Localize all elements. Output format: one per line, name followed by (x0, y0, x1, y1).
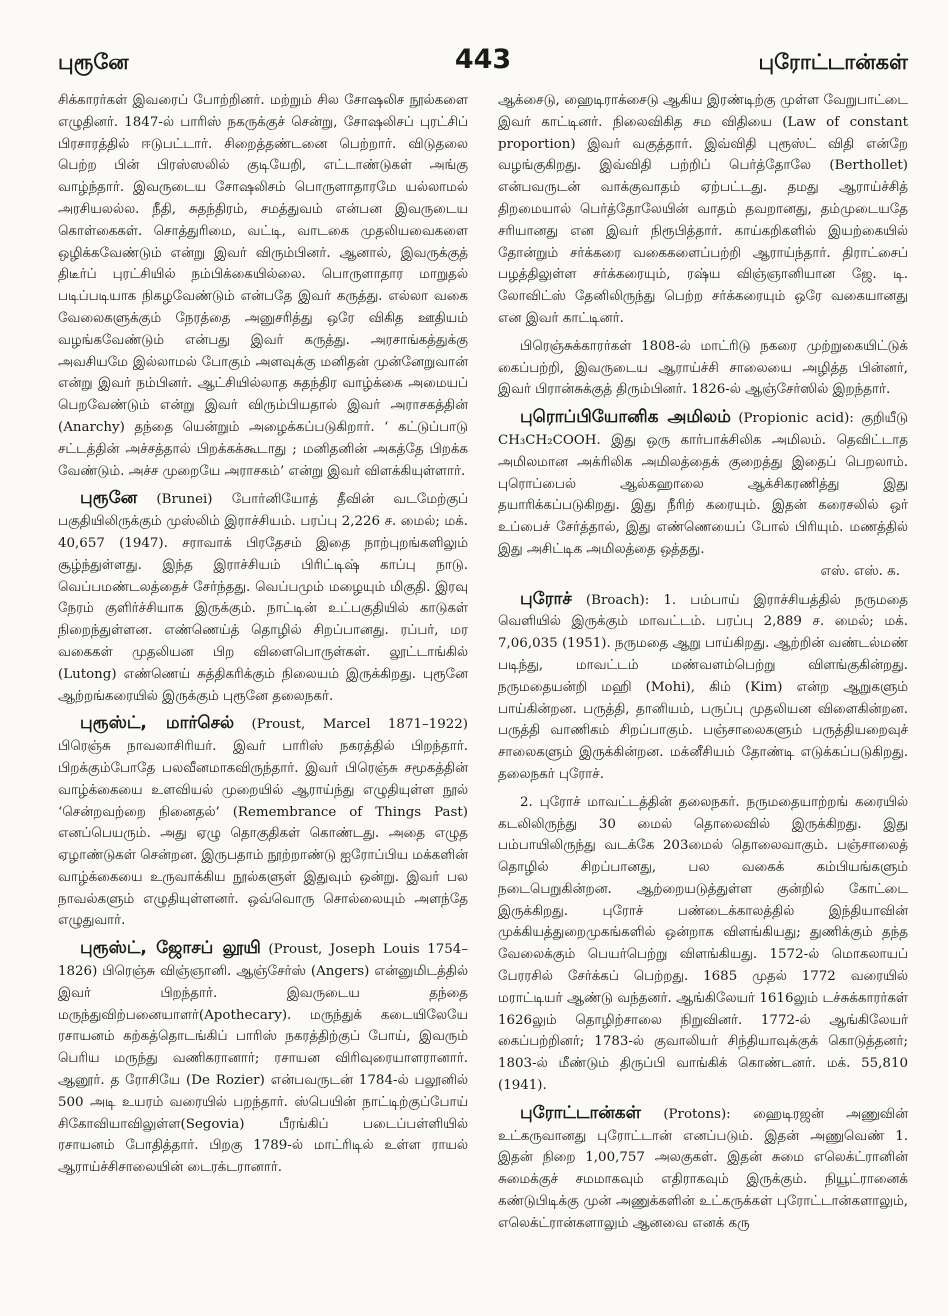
proust-later-life: பிரெஞ்சுக்காரர்கள் 1808-ல் மாட்ரிடு நகரை முற்றுகையிட்டுக் கைப்பற்றி, இவருடைய ஆராய்ச்சி சாலையை அழித்த பின்னர், இவர் பிரான்சுக்குத் திரும்பினர். 1826-ல் ஆஞ்சேர்ஸில் இறந்தார். (498, 338, 908, 398)
entry-broach (498, 589, 908, 786)
entry-protons (498, 1103, 908, 1235)
entry-proust-joseph-body: (Proust, Joseph Louis 1754–1826) பிரெஞ்சு விஞ்ஞானி. ஆஞ்சேர்ஸ் (Angers) என்னுமிடத்தில் இவர் பிறந்தார். இவருடைய தந்தை மருந்துவிற்பனையாளர்(Apothecary). மருந்துக் கடையிலேயே ரசாயனம் கற்கத்தொடங்கிப் பாரிஸ் நகரத்திற்குப் போய், இவரும் பெரிய மருந்து வணிகரானார்; ரசாயன விரிவுரையாளரானார். ஆனூர். த ரோசியே (De Rozier) என்பவருடன் 1784-ல் பலூனில் 500 அடி உயரம் வரையில் பறந்தார். ஸ்பெயின் நாட்டிற்குப்போய் சிகோவியாவிலுள்ள(Segovia) பீரங்கிப் படைப்பள்ளியில் ரசாயனம் போதித்தார். பிறகு 1789-ல் மாட்ரிடில் உள்ள ராயல் ஆராய்ச்சிசாலையின் டைரக்டரானார். (58, 942, 468, 1176)
author-signature: எஸ். எஸ். க. (820, 563, 900, 579)
page-header (58, 44, 908, 76)
entry-broach-city: 2. புரோச் மாவட்டத்தின் தலைநகர். நருமதையாற்றங் கரையில் கடலிலிருந்து 30 மைல் தொலைவில் இருக்கிறது. இது பம்பாயிலிருந்து வடக்கே 203மைல் தொலைவாகும். பஞ்சாலைத் தொழில் சிறப்பானது, பல வகைக் கம்பியங்களும் நடைபெறுகின்றன. ஆற்றையடுத்துள்ள குன்றில் கோட்டை இருக்கிறது. புரோச் பண்டைக்காலத்தில் இந்தியாவின் முக்கியத்துறைமுகங்களில் ஒன்றாக விளங்கியது; துணிக்கும் தந்த வேலைக்கும் பெயர்பெற்று விளங்கியது. 1572-ல் மொகலாயப் பேரரசில் சேர்க்கப் பெற்றது. 1685 முதல் 1772 வரையில் மராட்டியர் ஆண்டு வந்தனர். ஆங்கிலேயர் 1616லும் டச்சுக்காரர்கள் 1626லும் தொழிற்சாலை நிறுவினர். 1772-ல் ஆங்கிலேயர் கைப்பற்றினர்; 1783-ல் குவாலியர் சிந்தியாவுக்குக் கொடுத்தனர்; 1803-ல் மீண்டும் திருப்பி வாங்கிக் கொண்டனர். மக். 55,810 (1941). (498, 794, 908, 1094)
entry-protons-body: (Protons): ஹைடிரஜன் அணுவின் உட்கருவானது புரோட்டான் எனப்படும். இதன் அணுவெண் 1. இதன் நிறை 1,00,757 அலகுகள். இதன் சுமை எலெக்ட்ரானின் சுமைக்குச் சமமாகவும் எதிராகவும் இருக்கும். நியூட்ரானைக் கண்டுபிடிக்கு முன் அணுக்களின் உட்கருக்கள் புரோட்டான்களாலும், எலெக்ட்ரான்களாலும் ஆனவை எனக் கரு (498, 1106, 908, 1231)
right-running-head: புரோட்டான்கள் (758, 50, 908, 74)
entry-brunei-body: (Brunei) போர்னியோத் தீவின் வடமேற்குப் பகுதியிலிருக்கும் முஸ்லிம் இராச்சியம். பரப்பு 2,226 ச. மைல்; மக். 40,657 (1947). சராவாக் பிரதேசம் இதை நாற்புறங்களிலும் சூழ்ந்துள்ளது. இந்த இராச்சியம் பிரிட்டிஷ் காப்பு நாடு. வெப்பமண்டலத்தைச் சேர்ந்தது. வெப்பமும் மழையும் மிகுதி. இரவு நேரம் குளிர்ச்சியாக இருக்கும். நாட்டின் உட்பகுதியில் காடுகள் நிறைந்துள்ளன. எண்ணெய்த் தொழில் சிறப்பானது. ரப்பர், மர வகைகள் முதலியன பிற விளைபொருள்கள். லூட்டாங்கில் (Lutong) எண்ணெய் சுத்திகரிக்கும் நிலையம் இருக்கிறது. புரூனே ஆற்றங்கரையில் இருக்கும் புரூனே தலைநகர். (58, 492, 468, 704)
entry-broach-body: (Broach): 1. பம்பாய் இராச்சியத்தில் நருமதை வெளியில் இருக்கும் மாவட்டம். பரப்பு 2,889 ச. மைல்; மக். 7,06,035 (1951). நருமதை ஆறு பாய்கிறது. ஆற்றின் வண்டல்மண் படிந்து, மாவட்டம் மண்வளம்பெற்று விளங்குகின்றது. நருமதையன்றி மஹி (Mohi), கிம் (Kim) என்ற ஆறுகளும் பாய்கின்றன. பருத்தி, தானியம், பருப்பு முதலியன விளைகின்றன. பருத்தி வாணிகம் சிறப்பாகும். பஞ்சாலைகளும் பருத்தியறைவுச் சாலைகளும் இருக்கின்றன. மக்னீசியம் தோண்டி எடுக்கப்படுகிறது. தலைநகர் புரோச். (498, 592, 908, 782)
continued-paragraph-right: ஆக்சைடு, ஹைடிராக்சைடு ஆகிய இரண்டிற்கு முள்ள வேறுபாட்டை இவர் காட்டினர். நிலைவிகித சம விதியை (Law of constant proportion) இவர் வகுத்தார். இவ்விதி புரூஸ்ட் விதி என்றே வழங்குகிறது. இவ்விதி பற்றிப் பெர்த்தோலே (Berthollet) என்பவருடன் வாக்குவாதம் ஏற்பட்டது. தமது ஆராய்ச்சித் திறமையால் பெர்த்தோலேயின் வாதம் தவறானது, தம்முடையதே சரியானது என இவர் நிரூபித்தார். காய்கறிகளில் இயற்கையில் தோன்றும் சர்க்கரை வகைகளைப்பற்றி ஆராய்ந்தார். திராட்சைப் பழத்திலுள்ள சர்க்கரையும், ரஷ்ய விஞ்ஞானியான ஜே. டி. லோவிட்ஸ் தேனிலிருந்து பெற்ற சர்க்கரையும் ஒரே வகையானது என இவர் காட்டினர். (498, 93, 908, 326)
entry-propionic-acid-body: (Propionic acid): குறியீடு CH₃CH₂COOH. இது ஒரு கார்பாக்சிலிக அமிலம். தெவிட்டாத அமிலமான அக்ரிலிக அமிலத்தைக் குறைத்து இதைப் பெறலாம். புரொப்பைல் ஆல்கஹாலை ஆக்சிகரணித்து இது தயாரிக்கப்படுகிறது. இது நீரிற் கரையும். இதன் கரைசலில் ஒர் உப்பைச் சேர்த்தால், இது எண்ணெயைப் போல் பிரியும். மணத்தில் இது அசிட்டிக அமிலத்தை ஒத்தது. (498, 411, 908, 557)
headword-protons: புரோட்டான்கள் (520, 1102, 642, 1123)
text-columns (58, 90, 908, 1288)
entry-proust-joseph (58, 938, 468, 1179)
entry-proust-marcel (58, 713, 468, 932)
right-column (498, 90, 908, 1288)
page-number: 443 (454, 44, 512, 75)
headword-proust-marcel: புரூஸ்ட், மார்செல் (80, 713, 235, 734)
entry-brunei (58, 488, 468, 707)
headword-propionic-acid: புரொப்பியோனிக அமிலம் (520, 407, 731, 428)
continued-paragraph: சிக்காரர்கள் இவரைப் போற்றினர். மற்றும் சில சோஷலிச நூல்களை எழுதினர். 1847-ல் பாரிஸ் நகருக்குச் சென்று, சோஷலிசப் புரட்சிப் பிரசாரத்தில் ஈடுபட்டார். சிறைத்தண்டனை பெற்றார். விடுதலை பெற்ற பின் பிரஸ்ஸலில் குடியேறி, எட்டாண்டுகள் அங்கு வாழ்ந்தார். இவருடைய சோஷலிசம் பொருளாதாரமே யல்லாமல் அரசியலல்ல. நீதி, சுதந்திரம், சமத்துவம் என்பன இவருடைய கொள்கைகள். சொத்துரிமை, வட்டி, வாடகை முதலியவைகளை ஒழிக்கவேண்டும் என்று இவர் விரும்பினர். ஆனால், இவருக்குத் திடீர்ப் புரட்சியில் நம்பிக்கையில்லை. பொருளாதார மாறுதல் படிப்படியாக நிகழவேண்டும் என்பதே இவர் கருத்து. எல்லா வகை வேலைகளுக்கும் நேரத்தை அனுசரித்து ஒரே விகித ஊதியம் வழங்கவேண்டும் என்பது இவர் கருத்து. அரசாங்கத்துக்கு அவசியமே இல்லாமல் போகும் அளவுக்கு மனிதன் முன்னேறுவான் என்று இவர் நம்பினர். ஆட்சியில்லாத சுதந்திர வாழ்க்கை அமையப் பெறவேண்டும் என்று இவர் விரும்பியதால் இவர் அராசகத்தின் (Anarchy) தந்தை யென்றும் அழைக்கப்படுகிறார். ‘ கட்டுப்பாடு சட்டத்தின் அச்சத்தால் பிறக்கக்கூடாது ; மனிதனின் அகத்தே பிறக்க வேண்டும். அச்ச முறையே அராசகம்’ என்று இவர் விளக்கியுள்ளார். (58, 93, 468, 479)
left-column (58, 90, 468, 1288)
headword-brunei: புரூனே (80, 488, 138, 509)
entry-propionic-acid (498, 407, 908, 561)
headword-proust-joseph: புரூஸ்ட், ஜோசப் லூயி (80, 938, 261, 959)
left-running-head: புரூனே (58, 50, 129, 74)
headword-broach: புரோச் (520, 588, 572, 609)
entry-proust-marcel-body: (Proust, Marcel 1871–1922) பிரெஞ்சு நாவலாசிரியர். இவர் பாரிஸ் நகரத்தில் பிறந்தார். பிறக்கும்போதே பலவீனமாகவிருந்தார். இவர் பிரெஞ்சு சமூகத்தின் வாழ்க்கையை உளவியல் முறையில் ஆராய்ந்து எழுதியுள்ள நூல் ‘சென்றவற்றை நினைதல்’ (Remembrance of Things Past) எனப்பெயரும். அது ஏழு தொகுதிகள் கொண்டது. அதை எழுத ஏழாண்டுகள் சென்றன. இருபதாம் நூற்றாண்டு ஐரோப்பிய மக்களின் வாழ்க்கையை உருவாக்கிய நூல்களுள் இதுவும் ஒன்று. இவர் பல நாவல்களும் எழுதியுள்ளனர். ஒவ்வொரு சொல்லையும் அளந்தே எழுதுவார். (58, 717, 468, 929)
